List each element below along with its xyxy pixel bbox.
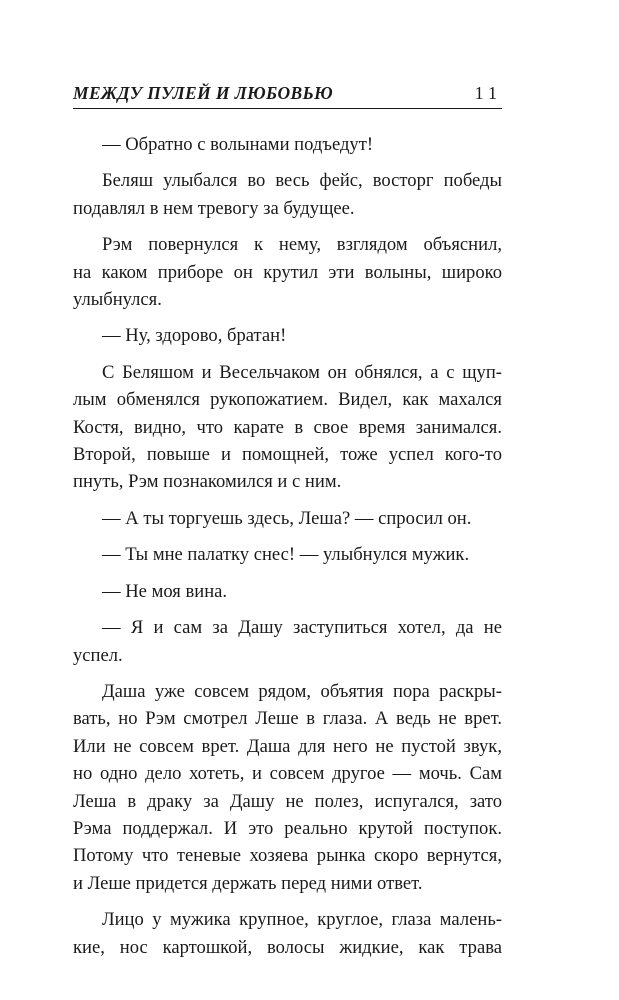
paragraph — [73, 614, 502, 669]
text-line: успел. — [73, 644, 123, 666]
text-line: Лицо у мужика крупное, круглое, глаза малень- — [102, 909, 502, 931]
text-line: Или не совсем врет. Даша для него не пустой звук, — [73, 735, 502, 757]
text-line: Рэм повернулся к нему, взглядом объяснил, — [102, 234, 502, 256]
text-line: Костя, видно, что карате в свое время занимался. — [73, 416, 502, 438]
text-line: Рэма поддержал. И это реально крутой поступок. — [73, 817, 502, 839]
paragraph — [73, 231, 502, 313]
text-line: — Обратно с волынами подъедут! — [102, 134, 374, 155]
text-line: Даша уже совсем рядом, объятия пора раскры- — [102, 680, 502, 702]
paragraph — [73, 167, 502, 222]
paragraph — [73, 541, 502, 568]
body-text — [73, 131, 502, 970]
text-line: — А ты торгуешь здесь, Леша? — спросил он. — [102, 507, 472, 529]
text-line: — Ты мне палатку снес! — улыбнулся мужик. — [102, 544, 470, 566]
text-line: на каком приборе он крутил эти волыны, широко — [73, 261, 502, 283]
paragraph — [73, 505, 502, 532]
text-line: вать, но Рэм смотрел Леше в глаза. А ведь не врет. — [73, 708, 502, 730]
text-line: Потому что теневые хозяева рынка скоро вернутся, — [73, 845, 502, 867]
text-line: кие, нос картошкой, волосы жидкие, как трава — [73, 936, 502, 958]
text-line: Второй, повыше и помощней, тоже успел кого-то — [73, 444, 502, 466]
text-line: подавлял в нем тревогу за будущее. — [73, 197, 355, 219]
text-line: пнуть, Рэм познакомился и с ним. — [73, 471, 342, 493]
text-line: Леша в драку за Дашу не полез, испугался, зато — [73, 790, 502, 812]
text-line: — Ну, здорово, братан! — [102, 325, 287, 347]
paragraph — [73, 906, 502, 961]
header-rule — [73, 108, 502, 109]
paragraph — [73, 322, 502, 349]
text-line: улыбнулся. — [73, 289, 162, 311]
paragraph — [73, 359, 502, 496]
running-header — [73, 81, 502, 107]
text-line: Беляш улыбался во весь фейс, восторг победы — [102, 170, 502, 192]
text-line: лым обменялся рукопожатием. Видел, как махался — [73, 389, 502, 411]
text-line: но одно дело хотеть, и совсем другое — мочь. Сам — [73, 763, 502, 785]
text-line: и Леше придется держать перед ними ответ. — [73, 872, 423, 894]
paragraph — [73, 678, 502, 897]
text-line: — Я и сам за Дашу заступиться хотел, да не — [102, 617, 502, 639]
text-line: — Не моя вина. — [102, 580, 228, 602]
paragraph — [73, 131, 502, 158]
running-title: МЕЖДУ ПУЛЕЙ И ЛЮБОВЬЮ — [73, 83, 333, 103]
text-line: С Беляшом и Весельчаком он обнялся, а с щуп- — [102, 361, 502, 383]
page-number: 11 — [474, 83, 502, 103]
paragraph — [73, 578, 502, 605]
